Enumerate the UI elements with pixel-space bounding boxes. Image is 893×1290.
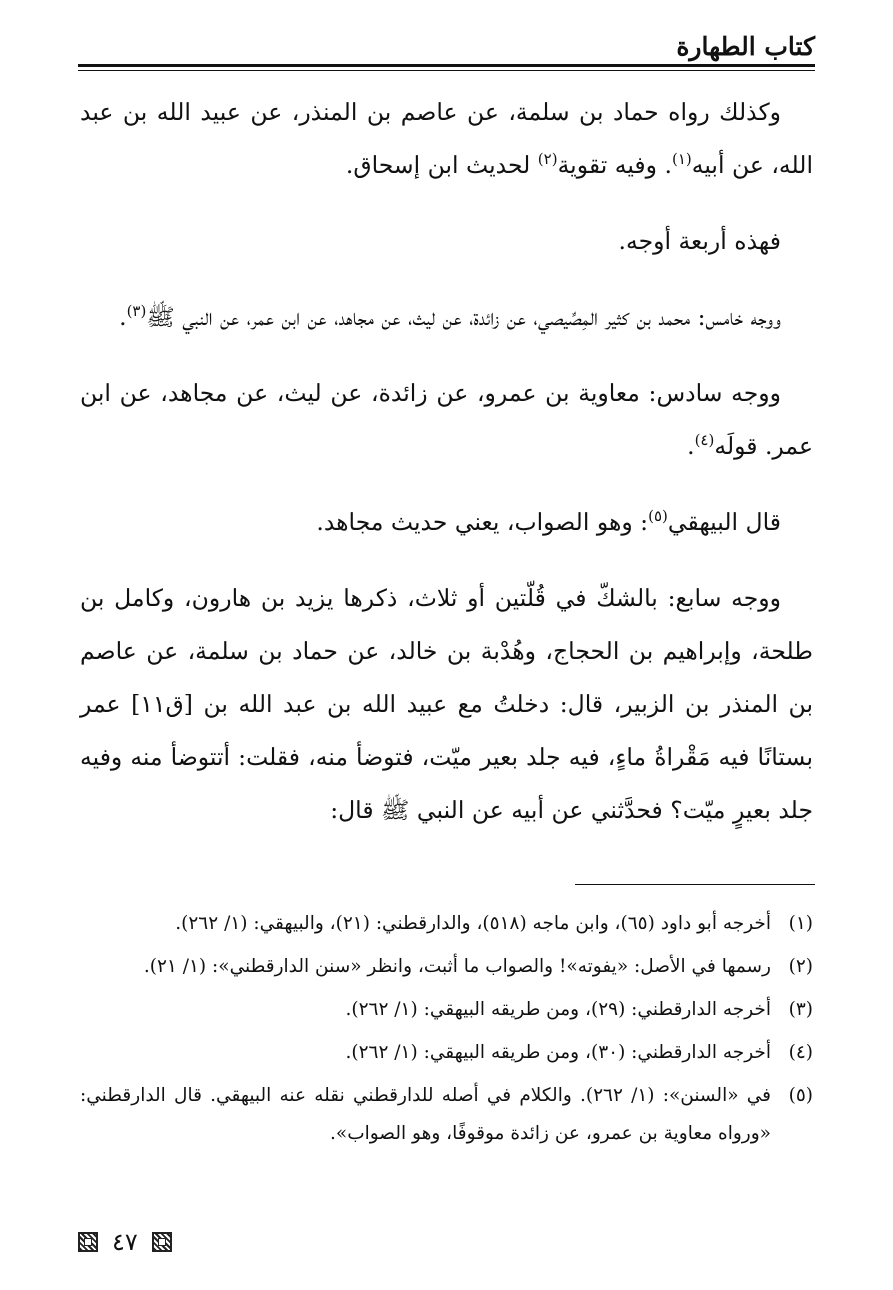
paragraph: ووجه سابع: بالشكّ في قُلّتين أو ثلاث، ذكرها يزيد بن هارون، وكامل بن طلحة، وإبراهيم بن الحجاج، وهُدْبة بن خالد، عن حماد بن سلمة، عن عاصم بن المنذر بن الزبير، قال: دخلتُ مع عبيد الله بن عبد الله بن [ق١١] عمر بستانًا فيه مَقْراةُ ماءٍ، فيه جلد بعير ميّت، فتوضأ منه، فقلت: أتتوضأ منه وفيه جلد بعيرٍ ميّت؟ فحدَّثني عن أبيه عن النبي ﷺ قال: [80, 584, 813, 824]
footnote-ref: (١) [671, 150, 692, 169]
footnote-ref: (٤) [694, 431, 715, 450]
footnote [80, 1034, 813, 1072]
footnote-text: في «السنن»: (١/ ٢٦٢). والكلام في أصله للدارقطني نقله عنه البيهقي. قال الدارقطني: «ورواه معاوية بن عمرو، عن زائدة موقوفًا، وهو الصواب». [80, 1085, 771, 1144]
footnote-ref: (٢) [537, 150, 558, 169]
footnote-separator [575, 884, 815, 885]
footnote-number: (٤) [788, 1042, 813, 1063]
footnote [80, 905, 813, 943]
page-number: ٤٧ [112, 1228, 138, 1256]
paragraph: وكذلك رواه حماد بن سلمة، عن عاصم بن المنذر، عن عبيد الله بن عبد الله، عن أبيه$^{(١)}$. وفيه تقوية$^{(٢)}$ لحديث ابن إسحاق. [80, 98, 813, 179]
ornament-icon [152, 1232, 172, 1252]
footnote-text: أخرجه الدارقطني: (٣٠)، ومن طريقه البيهقي: (١/ ٢٦٢). [345, 1042, 771, 1063]
footnotes [80, 905, 813, 1158]
header-rule-thin [78, 70, 815, 71]
running-header: كتاب الطهارة [676, 32, 815, 61]
footnote-number: (٣) [788, 999, 813, 1020]
paragraph: قال البيهقي$^{(٥)}$: وهو الصواب، يعني حديث مجاهد. [316, 507, 781, 536]
footnote-ref: (٥) [648, 507, 668, 526]
footnote-text: أخرجه الدارقطني: (٢٩)، ومن طريقه البيهقي: (١/ ٢٦٢). [345, 999, 771, 1020]
footnote-text: رسمها في الأصل: «يفوته»! والصواب ما أثبت، وانظر «سنن الدارقطني»: (١/ ٢١). [143, 956, 771, 977]
footnote [80, 1077, 813, 1153]
header-rule [78, 64, 815, 67]
main-text [80, 86, 813, 860]
paragraph: فهذه أربعة أوجه. [618, 227, 781, 255]
footnote-text: أخرجه أبو داود (٦٥)، وابن ماجه (٥١٨)، والدارقطني: (٢١)، والبيهقي: (١/ ٢٦٢). [175, 913, 771, 934]
page-footer [78, 1222, 172, 1262]
footnote [80, 991, 813, 1029]
paragraph: ووجه خامس: محمد بن كثير المِصِّيصي، عن زائدة، عن ليث، عن مجاهد، عن ابن عمر، عن النبي ﷺ$^{(٣)}$. [119, 302, 781, 331]
ornament-icon [78, 1232, 98, 1252]
paragraph: ووجه سادس: معاوية بن عمرو، عن زائدة، عن ليث، عن مجاهد، عن ابن عمر. قولَه$^{(٤)}$. [80, 379, 813, 460]
footnote [80, 948, 813, 986]
footnote-ref: (٣) [126, 302, 147, 321]
footnote-number: (٥) [788, 1085, 813, 1106]
footnote-number: (١) [788, 913, 813, 934]
footnote-number: (٢) [788, 956, 813, 977]
